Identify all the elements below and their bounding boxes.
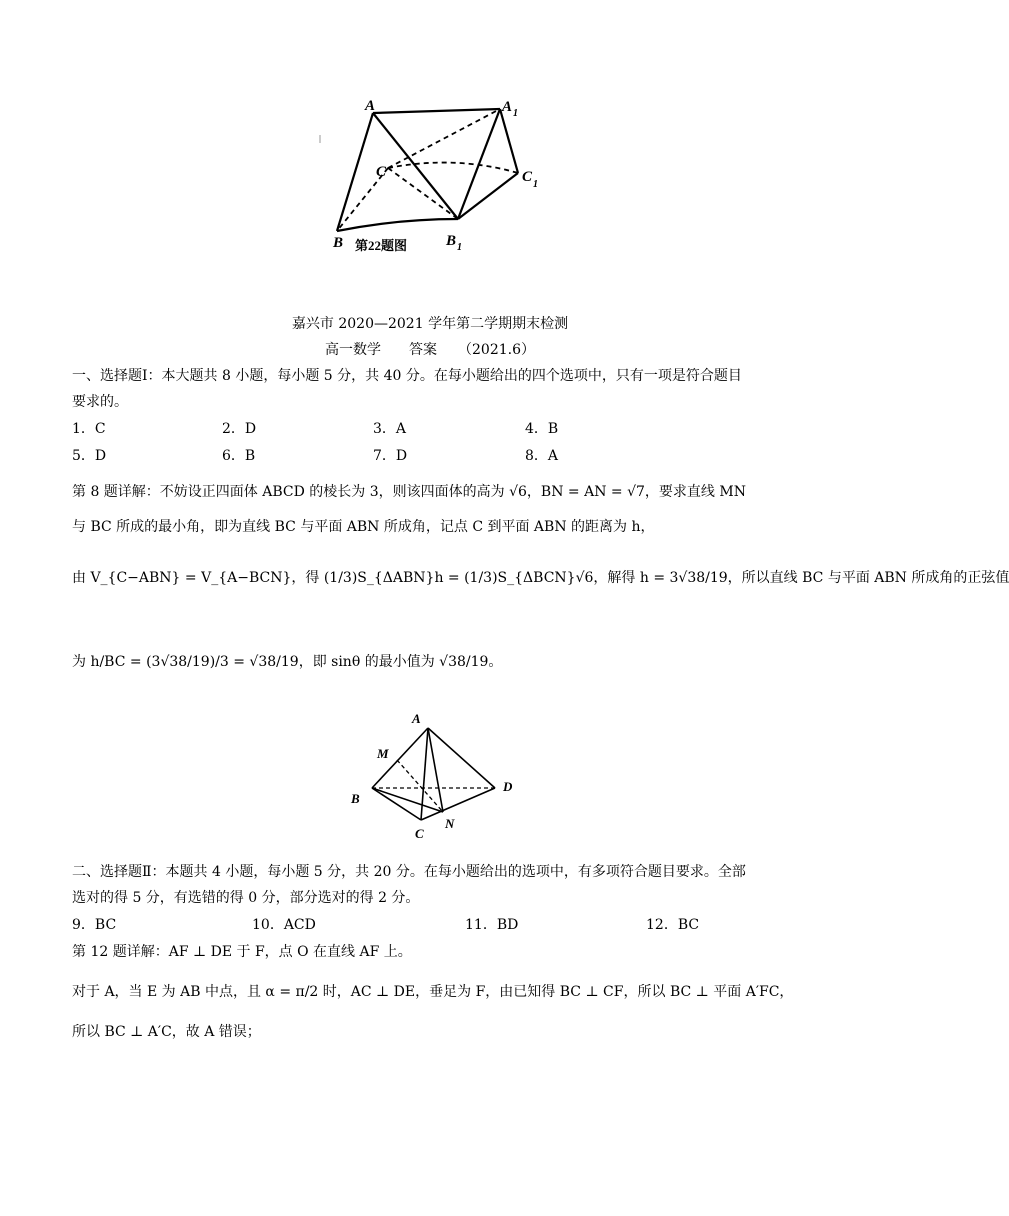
label-D: D — [503, 779, 513, 794]
doc-title: 嘉兴市 2020—2021 学年第二学期期末检测 — [291, 316, 569, 332]
q12-line2: 对于 A，当 E 为 AB 中点，且 α = π/2 时，AC ⊥ DE，垂足为 F，由已知得 BC ⊥ CF，所以 BC ⊥ 平面 A′FC， — [72, 984, 794, 1000]
figure-22-diagram — [315, 95, 545, 253]
answer-8: 8．A — [525, 448, 559, 464]
answer-10: 10．ACD — [252, 917, 316, 933]
label-B1: B — [446, 233, 457, 249]
answer-5: 5．D — [72, 448, 107, 464]
answer-11: 11．BD — [465, 917, 519, 933]
answer-6: 6．B — [222, 448, 256, 464]
q8-line4: 为 h/BC = (3√38/19)/3 = √38/19，即 sinθ 的最小值为 √38/19。 — [72, 654, 503, 670]
label-C: C — [376, 164, 387, 180]
label-A: A — [365, 98, 376, 114]
edge-AB — [337, 113, 373, 231]
label-B: B — [333, 235, 344, 251]
edge-AD — [428, 728, 495, 788]
edge-CD — [421, 788, 495, 820]
edge-CA1-dashed — [388, 109, 500, 168]
section2-heading: 二、选择题Ⅱ：本题共 4 小题，每小题 5 分，共 20 分。在每小题给出的选项中，有多项符合题目要求。全部 — [72, 864, 746, 880]
label-C1-sub: 1 — [533, 179, 538, 190]
label-N: N — [445, 816, 455, 831]
section1-heading-cont: 要求的。 — [72, 394, 128, 410]
answer-3: 3．A — [373, 421, 407, 437]
label-B: B — [351, 791, 360, 806]
label-A: A — [412, 711, 421, 726]
answer-12: 12．BC — [646, 917, 700, 933]
q12-line3: 所以 BC ⊥ A′C，故 A 错误； — [72, 1024, 261, 1040]
q8-line3: 由 V_{C−ABN} = V_{A−BCN}，得 (1/3)S_{ΔABN}h = (1/3)S_{ΔBCN}√6，解得 h = 3√38/19，所以直线 BC 与平面 ABN 所成角的正弦值 — [72, 570, 1009, 586]
answer-4: 4．B — [525, 421, 559, 437]
edge-CC1-dashed — [388, 163, 518, 173]
q8-line2: 与 BC 所成的最小角，即为直线 BC 与平面 ABN 所成角，记点 C 到平面 ABN 的距离为 h， — [72, 519, 655, 535]
answer-9: 9．BC — [72, 917, 117, 933]
figure-22-caption: 第22题图 — [355, 238, 408, 253]
edge-BN — [372, 788, 443, 812]
label-A1-sub: 1 — [513, 108, 518, 119]
figure-8-tetrahedron — [345, 708, 525, 843]
q8-line1: 第 8 题详解：不妨设正四面体 ABCD 的棱长为 3，则该四面体的高为 √6，BN = AN = √7，要求直线 MN — [72, 484, 746, 500]
section2-heading-cont: 选对的得 5 分，有选错的得 0 分，部分选对的得 2 分。 — [72, 890, 420, 906]
section1-heading: 一、选择题Ⅰ：本大题共 8 小题，每小题 5 分，共 40 分。在每小题给出的四个选项中，只有一项是符合题目 — [72, 368, 742, 384]
label-C1: C — [522, 169, 533, 185]
label-B1-sub: 1 — [457, 242, 462, 253]
q12-line1: 第 12 题详解：AF ⊥ DE 于 F，点 O 在直线 AF 上。 — [72, 944, 412, 960]
edge-AA1 — [373, 109, 500, 113]
label-M: M — [377, 746, 389, 761]
answer-1: 1．C — [72, 421, 106, 437]
edge-AN — [428, 728, 443, 812]
edge-BC — [372, 788, 421, 820]
label-C: C — [415, 826, 424, 841]
label-A1: A — [502, 99, 513, 115]
doc-subtitle: 高一数学 答案 （2021.6） — [325, 342, 535, 358]
answer-7: 7．D — [373, 448, 408, 464]
edge-BB1 — [337, 219, 458, 231]
answer-2: 2．D — [222, 421, 257, 437]
